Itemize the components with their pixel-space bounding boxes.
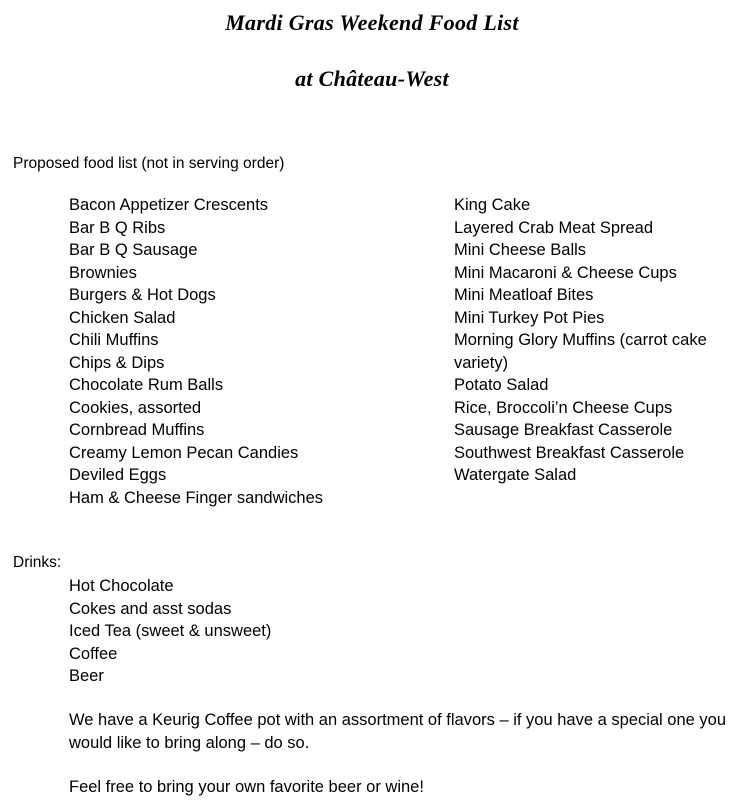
food-item: Mini Macaroni & Cheese Cups (454, 263, 677, 282)
drinks-list (69, 575, 469, 688)
food-item: Chips & Dips (69, 353, 165, 372)
food-list-right-column (454, 194, 734, 487)
drink-item: Cokes and asst sodas (69, 599, 232, 618)
page-title: Mardi Gras Weekend Food List (225, 10, 519, 35)
food-item: Mini Meatloaf Bites (454, 286, 594, 304)
drink-item: Beer (69, 667, 104, 685)
food-item: Brownies (69, 263, 137, 282)
food-item: Ham & Cheese Finger sandwiches (69, 488, 324, 507)
food-item: Sausage Breakfast Casserole (454, 421, 673, 439)
drinks-heading: Drinks: (13, 554, 62, 571)
food-item: Morning Glory Muffins (carrot cake variety) (454, 331, 707, 372)
food-item: King Cake (454, 196, 531, 214)
food-list-left-column (69, 194, 429, 509)
food-item: Cookies, assorted (69, 398, 202, 417)
food-item: Deviled Eggs (69, 466, 167, 484)
food-item: Chicken Salad (69, 308, 176, 327)
food-item: Rice, Broccoli’n Cheese Cups (454, 398, 673, 417)
beer-wine-note: Feel free to bring your own favorite beer or wine! (69, 778, 424, 796)
food-list-heading: Proposed food list (not in serving order) (13, 155, 285, 172)
drink-item: Coffee (69, 644, 118, 663)
food-item: Watergate Salad (454, 466, 577, 484)
food-item: Potato Salad (454, 376, 549, 394)
food-item: Creamy Lemon Pecan Candies (69, 443, 299, 462)
food-item: Chili Muffins (69, 331, 159, 349)
food-item: Southwest Breakfast Casserole (454, 443, 685, 462)
food-item: Layered Crab Meat Spread (454, 218, 654, 237)
food-item: Burgers & Hot Dogs (69, 286, 216, 304)
drink-item: Hot Chocolate (69, 577, 174, 595)
food-item: Bacon Appetizer Crescents (69, 196, 269, 214)
food-item: Bar B Q Sausage (69, 241, 198, 259)
drink-item: Iced Tea (sweet & unsweet) (69, 622, 272, 640)
page-subtitle: at Château-West (295, 66, 449, 91)
food-item: Mini Turkey Pot Pies (454, 308, 605, 327)
keurig-note: We have a Keurig Coffee pot with an assortment of flavors – if you have a special one you would like to bring along – do so. (69, 711, 727, 752)
food-item: Mini Cheese Balls (454, 241, 587, 259)
food-item: Chocolate Rum Balls (69, 376, 224, 394)
food-item: Bar B Q Ribs (69, 218, 166, 237)
food-item: Cornbread Muffins (69, 421, 205, 439)
